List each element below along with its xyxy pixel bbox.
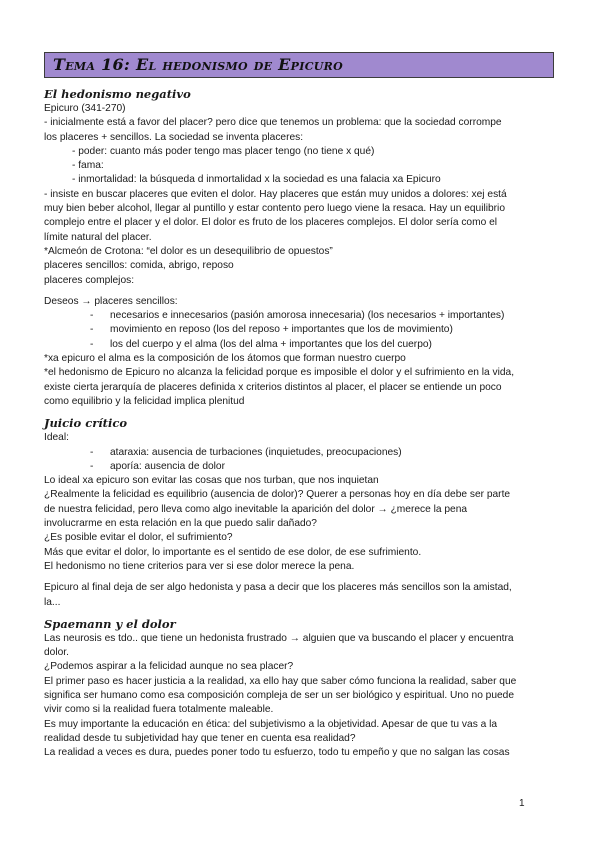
list-item: - los del cuerpo y el alma (los del alma + importantes que los del cuerpo): [44, 338, 560, 352]
list-item: - ataraxia: ausencia de turbaciones (inquietudes, preocupaciones): [44, 446, 560, 460]
text-line: *Alcmeón de Crotona: “el dolor es un desequilibrio de opuestos”: [44, 245, 333, 257]
text-line: Epicuro (341-270): [44, 103, 126, 114]
text-line: - insiste en buscar placeres que eviten el dolor. Hay placeres que están muy unidos a dolores: xej está: [44, 188, 507, 200]
list-item-text: los del cuerpo y el alma (los del alma + importantes que los del cuerpo): [110, 338, 432, 350]
spacer: [44, 288, 560, 295]
text-line: placeres complejos:: [44, 274, 135, 286]
text-line: placeres sencillos: comida, abrigo, reposo: [44, 260, 234, 272]
text-line: muy bien beber alcohol, llegar al puntillo y estar contento pero luego viene la resaca. Hay un equilibrio: [44, 203, 505, 215]
text-line: los placeres + sencillos. La sociedad se inventa placeres:: [44, 131, 304, 143]
text-line: Las neurosis es tdo.. que tiene un hedonista frustrado → alguien que va buscando el placer y encuentra: [44, 632, 514, 644]
text-line: Es muy importante la educación en ética: del subjetivismo a la objetividad. Apesar de que tu vas a la: [44, 718, 498, 730]
text-line: ¿Es posible evitar el dolor, el sufrimiento?: [44, 532, 233, 544]
list-item: - poder: cuanto más poder tengo mas placer tengo (no tiene x qué): [72, 145, 375, 157]
list-item-text: movimiento en reposo (los del reposo + importantes que los de movimiento): [110, 324, 453, 336]
text-line: El primer paso es hacer justicia a la realidad, xa ello hay que saber cómo funciona la realidad, saber que: [44, 675, 517, 687]
list-item: - fama:: [72, 160, 104, 172]
text-line: Deseos → placeres sencillos:: [44, 295, 178, 307]
page-title: Tema 16: El hedonismo de Epicuro: [53, 55, 343, 74]
text-line: ¿Podemos aspirar a la felicidad aunque no sea placer?: [44, 661, 294, 673]
page-number: 1: [519, 798, 525, 809]
section-heading: Juicio crítico: [44, 416, 127, 431]
text-line: Más que evitar el dolor, lo importante es el sentido de ese dolor, de ese sufrimiento.: [44, 546, 422, 558]
text-line: *el hedonismo de Epicuro no alcanza la felicidad porque es imposible el dolor y el sufrimiento en la vida,: [44, 367, 515, 379]
text-line: *xa epicuro el alma es la composición de los átomos que forman nuestro cuerpo: [44, 353, 406, 365]
text-line: La realidad a veces es dura, puedes poner todo tu esfuerzo, todo tu empeño y que no salgan las cosas: [44, 747, 510, 759]
text-line: vivir como si la realidad fuera totalmente maleable.: [44, 704, 274, 716]
spacer: [44, 574, 560, 581]
document-body: [44, 84, 560, 760]
title-banner: [44, 52, 554, 78]
list-item: - movimiento en reposo (los del reposo + importantes que los de movimiento): [44, 323, 560, 337]
text-line: límite natural del placer.: [44, 231, 152, 243]
section-heading: El hedonismo negativo: [44, 87, 191, 101]
text-line: Epicuro al final deja de ser algo hedonista y pasa a decir que los placeres más sencillos son la amistad,: [44, 582, 512, 594]
list-item-text: necesarios e innecesarios (pasión amorosa innecesaria) (los necesarios + importantes): [110, 310, 505, 322]
list-item: - inmortalidad: la búsqueda d inmortalidad x la sociedad es una falacia xa Epicuro: [72, 174, 441, 186]
text-line: - inicialmente está a favor del placer? pero dice que tenemos un problema: que la sociedad corrompe: [44, 117, 502, 129]
list-item: - necesarios e innecesarios (pasión amorosa innecesaria) (los necesarios + importantes): [44, 309, 560, 323]
list-item: - aporía: ausencia de dolor: [44, 460, 560, 474]
text-line: dolor.: [44, 647, 69, 659]
list-item-text: ataraxia: ausencia de turbaciones (inquietudes, preocupaciones): [110, 446, 402, 458]
text-line: existe cierta jerarquía de placeres definida x criterios distintos al placer, el placer se entiende un poco: [44, 381, 502, 393]
text-line: Ideal:: [44, 432, 69, 444]
text-line: la...: [44, 596, 61, 608]
text-line: Lo ideal xa epicuro son evitar las cosas que nos turban, que nos inquietan: [44, 475, 379, 487]
text-line: El hedonismo no tiene criterios para ver si ese dolor merece la pena.: [44, 560, 355, 572]
section-heading: Spaemann y el dolor: [44, 616, 176, 631]
text-line: involucrarme en esta relación en la que puedo salir dañado?: [44, 518, 317, 530]
text-line: ¿Realmente la felicidad es equilibrio (ausencia de dolor)? Querer a personas hoy en día debe ser parte: [44, 489, 511, 501]
text-line: complejo entre el placer y el dolor. El dolor es fruto de los placeres complejos. El dolor sería como el: [44, 217, 497, 229]
text-line: como equilibrio y la felicidad implica plenitud: [44, 395, 245, 407]
text-line: realidad desde tu subjetividad hay que tener en cuenta esa realidad?: [44, 732, 356, 744]
list-item-text: aporía: ausencia de dolor: [110, 460, 225, 472]
text-line: significa ser humano como esa composición compleja de ser un ser biológico y espiritual. Uno no puede: [44, 689, 515, 701]
text-line: de nuestra felicidad, pero lleva como algo inevitable la aparición del dolor → ¿merece la pena: [44, 503, 468, 515]
